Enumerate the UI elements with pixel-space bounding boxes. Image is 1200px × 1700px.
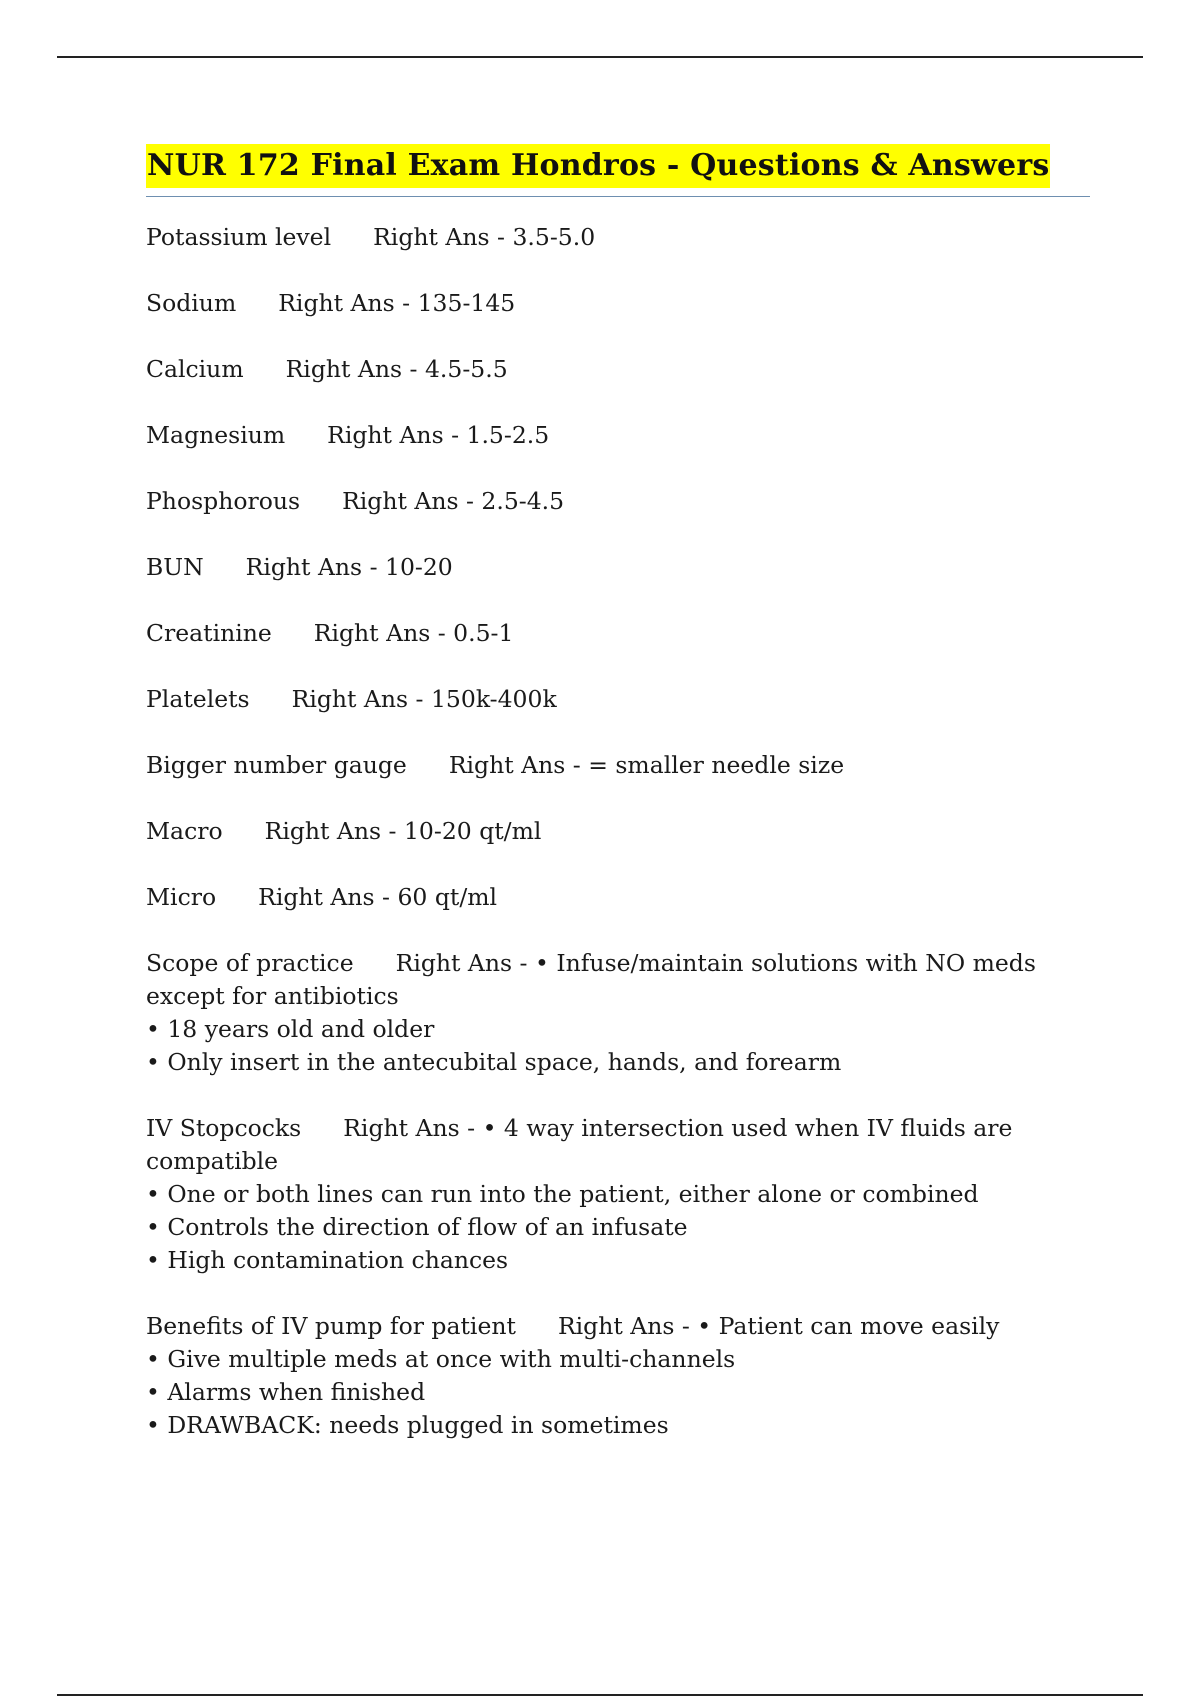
qa-line — [146, 287, 1046, 320]
qa-item — [146, 353, 1046, 386]
question-text: BUN — [146, 553, 204, 581]
answer-text: 10-20 — [385, 553, 453, 581]
answer-continuation: • Alarms when finished — [146, 1378, 426, 1406]
answer-prefix: Right Ans - — [395, 949, 535, 977]
question-text: Bigger number gauge — [146, 751, 407, 779]
qa-list — [146, 221, 1090, 1442]
page-bottom-rule — [57, 1694, 1143, 1696]
question-text: Creatinine — [146, 619, 272, 647]
qa-line — [146, 353, 1046, 386]
answer-text: 150k-400k — [430, 685, 557, 713]
qa-line — [146, 683, 1046, 716]
document-title: NUR 172 Final Exam Hondros - Questions & Answers — [146, 144, 1050, 188]
question-text: Magnesium — [146, 421, 286, 449]
answer-continuation: • Only insert in the antecubital space, hands, and forearm — [146, 1048, 842, 1076]
qa-line — [146, 221, 1046, 254]
answer-prefix: Right Ans - — [313, 619, 454, 647]
answer-continuation: except for antibiotics — [146, 982, 399, 1010]
page-top-rule — [57, 56, 1143, 58]
answer-text: • 4 way intersection used when IV fluids are — [482, 1114, 1013, 1142]
question-text: Macro — [146, 817, 223, 845]
answer-continuation: compatible — [146, 1147, 279, 1175]
qa-item — [146, 947, 1046, 1079]
answer-continuation: • 18 years old and older — [146, 1015, 435, 1043]
question-text: Benefits of IV pump for patient — [146, 1312, 516, 1340]
question-text: IV Stopcocks — [146, 1114, 302, 1142]
answer-text: 4.5-5.5 — [424, 355, 508, 383]
answer-prefix: Right Ans - — [264, 817, 404, 845]
question-text: Potassium level — [146, 223, 332, 251]
question-text: Sodium — [146, 289, 237, 317]
answer-text: 3.5-5.0 — [512, 223, 596, 251]
answer-prefix: Right Ans - — [448, 751, 589, 779]
answer-continuation: • One or both lines can run into the patient, either alone or combined — [146, 1180, 979, 1208]
qa-item — [146, 1310, 1046, 1442]
answer-prefix: Right Ans - — [258, 883, 398, 911]
qa-item — [146, 551, 1046, 584]
answer-prefix: Right Ans - — [557, 1312, 698, 1340]
qa-item — [146, 683, 1046, 716]
question-text: Phosphorous — [146, 487, 301, 515]
title-block — [146, 144, 1090, 197]
qa-line — [146, 617, 1046, 650]
qa-line — [146, 749, 1046, 782]
answer-prefix: Right Ans - — [343, 1114, 483, 1142]
qa-item — [146, 881, 1046, 914]
answer-prefix: Right Ans - — [327, 421, 467, 449]
answer-continuation: • DRAWBACK: needs plugged in sometimes — [146, 1411, 669, 1439]
qa-line — [146, 1112, 1046, 1145]
qa-item — [146, 749, 1046, 782]
qa-item — [146, 815, 1046, 848]
answer-prefix: Right Ans - — [278, 289, 418, 317]
question-text: Calcium — [146, 355, 244, 383]
qa-line — [146, 1310, 1046, 1343]
qa-line — [146, 881, 1046, 914]
qa-line — [146, 815, 1046, 848]
qa-item — [146, 485, 1046, 518]
answer-text: 1.5-2.5 — [466, 421, 550, 449]
qa-item — [146, 221, 1046, 254]
qa-item — [146, 419, 1046, 452]
qa-item — [146, 1112, 1046, 1277]
qa-item — [146, 287, 1046, 320]
qa-line — [146, 485, 1046, 518]
question-text: Scope of practice — [146, 949, 354, 977]
answer-continuation: • Give multiple meds at once with multi-channels — [146, 1345, 736, 1373]
answer-text: • Infuse/maintain solutions with NO meds — [534, 949, 1036, 977]
answer-text: 135-145 — [417, 289, 516, 317]
answer-continuation: • Controls the direction of flow of an infusate — [146, 1213, 688, 1241]
qa-line — [146, 419, 1046, 452]
answer-text: 0.5-1 — [453, 619, 514, 647]
question-text: Micro — [146, 883, 217, 911]
answer-text: 60 qt/ml — [397, 883, 498, 911]
answer-prefix: Right Ans - — [285, 355, 425, 383]
answer-text: = smaller needle size — [588, 751, 845, 779]
answer-prefix: Right Ans - — [342, 487, 482, 515]
answer-continuation: • High contamination chances — [146, 1246, 509, 1274]
document-body — [146, 144, 1090, 1475]
qa-item — [146, 617, 1046, 650]
answer-text: • Patient can move easily — [697, 1312, 1000, 1340]
answer-text: 10-20 qt/ml — [403, 817, 542, 845]
answer-prefix: Right Ans - — [373, 223, 513, 251]
question-text: Platelets — [146, 685, 250, 713]
answer-prefix: Right Ans - — [245, 553, 385, 581]
answer-text: 2.5-4.5 — [481, 487, 565, 515]
answer-prefix: Right Ans - — [291, 685, 431, 713]
qa-line — [146, 947, 1046, 980]
qa-line — [146, 551, 1046, 584]
